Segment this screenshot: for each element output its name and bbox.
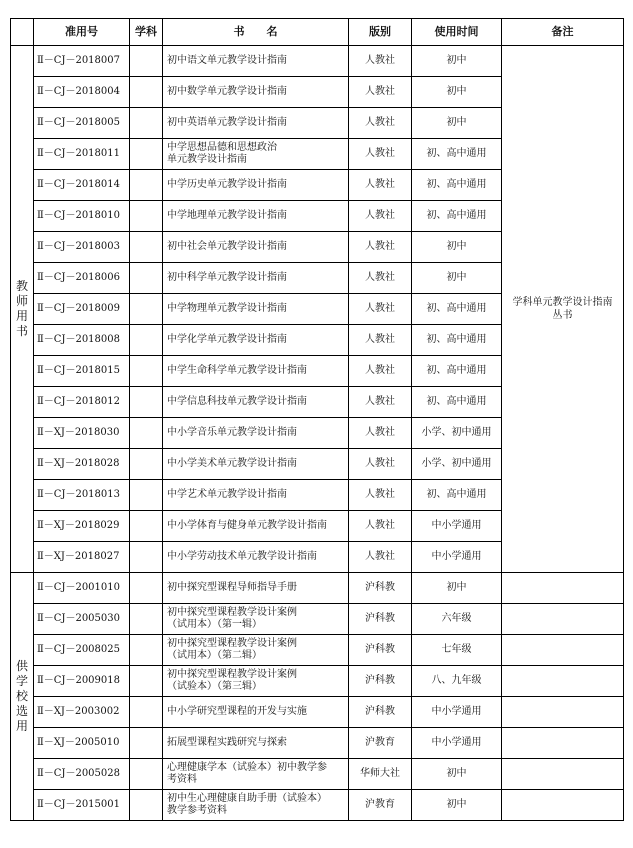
title-cell bbox=[163, 666, 349, 697]
publisher-cell: 人教社 bbox=[349, 449, 412, 480]
title-cell bbox=[163, 77, 349, 108]
table-row bbox=[11, 635, 624, 666]
publisher-cell: 人教社 bbox=[349, 46, 412, 77]
title-line: 中学化学单元教学设计指南 bbox=[167, 334, 287, 345]
subject-cell bbox=[130, 666, 163, 697]
title-line: 初中探究型课程教学设计案例 bbox=[167, 607, 297, 618]
publisher-cell: 人教社 bbox=[349, 511, 412, 542]
title-line: （试用本）（第二辑） bbox=[167, 650, 262, 661]
header-publisher: 版别 bbox=[349, 19, 412, 46]
table-row bbox=[11, 573, 624, 604]
subject-cell bbox=[130, 77, 163, 108]
code-cell: Ⅱ－XJ－2018029 bbox=[34, 511, 130, 542]
header-row bbox=[11, 19, 624, 46]
note-cell bbox=[502, 697, 624, 728]
usage-cell: 中小学通用 bbox=[412, 728, 502, 759]
title-cell bbox=[163, 418, 349, 449]
publisher-cell: 人教社 bbox=[349, 170, 412, 201]
subject-cell bbox=[130, 294, 163, 325]
title-line: 中学历史单元教学设计指南 bbox=[167, 179, 287, 190]
usage-cell: 初、高中通用 bbox=[412, 387, 502, 418]
subject-cell bbox=[130, 511, 163, 542]
code-cell: Ⅱ－CJ－2018005 bbox=[34, 108, 130, 139]
title-cell bbox=[163, 697, 349, 728]
usage-cell: 八、九年级 bbox=[412, 666, 502, 697]
title-cell bbox=[163, 356, 349, 387]
usage-cell: 中小学通用 bbox=[412, 697, 502, 728]
subject-cell bbox=[130, 790, 163, 821]
title-cell bbox=[163, 480, 349, 511]
title-line: 初中语文单元教学设计指南 bbox=[167, 55, 287, 66]
title-cell bbox=[163, 790, 349, 821]
header-category bbox=[11, 19, 34, 46]
subject-cell bbox=[130, 418, 163, 449]
title-cell bbox=[163, 263, 349, 294]
code-cell: Ⅱ－CJ－2018007 bbox=[34, 46, 130, 77]
note-cell bbox=[502, 759, 624, 790]
title-line: 初中探究型课程教学设计案例 bbox=[167, 638, 297, 649]
usage-cell: 初中 bbox=[412, 46, 502, 77]
subject-cell bbox=[130, 449, 163, 480]
usage-cell: 初中 bbox=[412, 263, 502, 294]
code-cell: Ⅱ－XJ－2018028 bbox=[34, 449, 130, 480]
title-cell bbox=[163, 759, 349, 790]
usage-cell: 初、高中通用 bbox=[412, 480, 502, 511]
code-cell: Ⅱ－CJ－2001010 bbox=[34, 573, 130, 604]
publisher-cell: 沪科教 bbox=[349, 697, 412, 728]
title-line: 中学生命科学单元教学设计指南 bbox=[167, 365, 307, 376]
usage-cell: 初中 bbox=[412, 77, 502, 108]
subject-cell bbox=[130, 759, 163, 790]
code-cell: Ⅱ－XJ－2005010 bbox=[34, 728, 130, 759]
usage-cell: 初中 bbox=[412, 790, 502, 821]
title-line: 中学艺术单元教学设计指南 bbox=[167, 489, 287, 500]
subject-cell bbox=[130, 387, 163, 418]
code-cell: Ⅱ－CJ－2018012 bbox=[34, 387, 130, 418]
title-line: 中学物理单元教学设计指南 bbox=[167, 303, 287, 314]
title-line: 中小学体育与健身单元教学设计指南 bbox=[167, 520, 327, 531]
publisher-cell: 人教社 bbox=[349, 139, 412, 170]
publisher-cell: 人教社 bbox=[349, 232, 412, 263]
usage-cell: 初、高中通用 bbox=[412, 170, 502, 201]
publisher-cell: 人教社 bbox=[349, 201, 412, 232]
subject-cell bbox=[130, 46, 163, 77]
title-line: 初中社会单元教学设计指南 bbox=[167, 241, 287, 252]
publisher-cell: 沪科教 bbox=[349, 573, 412, 604]
title-cell bbox=[163, 542, 349, 573]
publisher-cell: 人教社 bbox=[349, 77, 412, 108]
code-cell: Ⅱ－CJ－2008025 bbox=[34, 635, 130, 666]
publisher-cell: 人教社 bbox=[349, 294, 412, 325]
title-line: 初中生心理健康自助手册（试验本） bbox=[167, 793, 327, 804]
note-cell bbox=[502, 728, 624, 759]
publisher-cell: 人教社 bbox=[349, 387, 412, 418]
title-line: （试用本）（第一辑） bbox=[167, 619, 262, 630]
title-cell bbox=[163, 170, 349, 201]
subject-cell bbox=[130, 263, 163, 294]
subject-cell bbox=[130, 201, 163, 232]
publisher-cell: 沪教育 bbox=[349, 728, 412, 759]
title-line: 中学思想品德和思想政治 bbox=[167, 142, 277, 153]
usage-cell: 小学、初中通用 bbox=[412, 449, 502, 480]
header-subject: 学科 bbox=[130, 19, 163, 46]
table-row bbox=[11, 666, 624, 697]
table-row bbox=[11, 790, 624, 821]
code-cell: Ⅱ－CJ－2018006 bbox=[34, 263, 130, 294]
code-cell: Ⅱ－CJ－2018013 bbox=[34, 480, 130, 511]
publisher-cell: 人教社 bbox=[349, 418, 412, 449]
title-line: 中小学劳动技术单元教学设计指南 bbox=[167, 551, 317, 562]
usage-cell: 七年级 bbox=[412, 635, 502, 666]
subject-cell bbox=[130, 697, 163, 728]
title-line: 单元教学设计指南 bbox=[167, 154, 247, 165]
header-note: 备注 bbox=[502, 19, 624, 46]
title-line: 初中英语单元教学设计指南 bbox=[167, 117, 287, 128]
header-usage: 使用时间 bbox=[412, 19, 502, 46]
publisher-cell: 人教社 bbox=[349, 263, 412, 294]
title-cell bbox=[163, 108, 349, 139]
code-cell: Ⅱ－CJ－2005028 bbox=[34, 759, 130, 790]
publisher-cell: 沪科教 bbox=[349, 666, 412, 697]
code-cell: Ⅱ－XJ－2003002 bbox=[34, 697, 130, 728]
usage-cell: 中小学通用 bbox=[412, 542, 502, 573]
subject-cell bbox=[130, 170, 163, 201]
subject-cell bbox=[130, 139, 163, 170]
subject-cell bbox=[130, 728, 163, 759]
code-cell: Ⅱ－CJ－2018010 bbox=[34, 201, 130, 232]
subject-cell bbox=[130, 604, 163, 635]
title-cell bbox=[163, 232, 349, 263]
title-cell bbox=[163, 511, 349, 542]
usage-cell: 初、高中通用 bbox=[412, 356, 502, 387]
code-cell: Ⅱ－CJ－2005030 bbox=[34, 604, 130, 635]
header-code: 准用号 bbox=[34, 19, 130, 46]
usage-cell: 六年级 bbox=[412, 604, 502, 635]
title-line: 教学参考资料 bbox=[167, 805, 227, 816]
title-cell bbox=[163, 201, 349, 232]
title-cell bbox=[163, 728, 349, 759]
title-cell bbox=[163, 635, 349, 666]
title-line: 中学信息科技单元教学设计指南 bbox=[167, 396, 307, 407]
title-line: 考资料 bbox=[167, 774, 197, 785]
code-cell: Ⅱ－CJ－2018008 bbox=[34, 325, 130, 356]
note-cell bbox=[502, 573, 624, 604]
usage-cell: 初中 bbox=[412, 759, 502, 790]
title-line: 初中探究型课程导师指导手册 bbox=[167, 582, 297, 593]
code-cell: Ⅱ－CJ－2015001 bbox=[34, 790, 130, 821]
title-cell bbox=[163, 449, 349, 480]
subject-cell bbox=[130, 542, 163, 573]
publisher-cell: 人教社 bbox=[349, 356, 412, 387]
note-cell bbox=[502, 790, 624, 821]
table-row bbox=[11, 759, 624, 790]
textbook-table bbox=[10, 18, 624, 821]
code-cell: Ⅱ－CJ－2018004 bbox=[34, 77, 130, 108]
title-line: 中小学美术单元教学设计指南 bbox=[167, 458, 297, 469]
subject-cell bbox=[130, 573, 163, 604]
code-cell: Ⅱ－CJ－2018011 bbox=[34, 139, 130, 170]
note-cell bbox=[502, 666, 624, 697]
title-line: 中小学音乐单元教学设计指南 bbox=[167, 427, 297, 438]
title-line: 初中探究型课程教学设计案例 bbox=[167, 669, 297, 680]
usage-cell: 初中 bbox=[412, 573, 502, 604]
title-cell bbox=[163, 387, 349, 418]
usage-cell: 初、高中通用 bbox=[412, 294, 502, 325]
usage-cell: 小学、初中通用 bbox=[412, 418, 502, 449]
table-row bbox=[11, 46, 624, 77]
code-cell: Ⅱ－CJ－2018015 bbox=[34, 356, 130, 387]
category-cell: 供 学 校 选 用 bbox=[11, 573, 34, 821]
code-cell: Ⅱ－CJ－2018014 bbox=[34, 170, 130, 201]
publisher-cell: 沪教育 bbox=[349, 790, 412, 821]
publisher-cell: 沪科教 bbox=[349, 635, 412, 666]
table-row bbox=[11, 697, 624, 728]
title-cell bbox=[163, 139, 349, 170]
subject-cell bbox=[130, 232, 163, 263]
subject-cell bbox=[130, 356, 163, 387]
code-cell: Ⅱ－CJ－2009018 bbox=[34, 666, 130, 697]
note-cell bbox=[502, 635, 624, 666]
title-cell bbox=[163, 573, 349, 604]
usage-cell: 初中 bbox=[412, 232, 502, 263]
title-cell bbox=[163, 294, 349, 325]
table-row bbox=[11, 604, 624, 635]
title-line: （试验本）（第三辑） bbox=[167, 681, 262, 692]
publisher-cell: 人教社 bbox=[349, 108, 412, 139]
header-title: 书 名 bbox=[163, 19, 349, 46]
title-cell bbox=[163, 604, 349, 635]
code-cell: Ⅱ－XJ－2018030 bbox=[34, 418, 130, 449]
title-cell bbox=[163, 325, 349, 356]
code-cell: Ⅱ－XJ－2018027 bbox=[34, 542, 130, 573]
table-row bbox=[11, 728, 624, 759]
publisher-cell: 人教社 bbox=[349, 542, 412, 573]
title-line: 初中科学单元教学设计指南 bbox=[167, 272, 287, 283]
title-line: 初中数学单元教学设计指南 bbox=[167, 86, 287, 97]
subject-cell bbox=[130, 635, 163, 666]
publisher-cell: 沪科教 bbox=[349, 604, 412, 635]
table-body bbox=[11, 46, 624, 821]
title-line: 中小学研究型课程的开发与实施 bbox=[167, 706, 307, 717]
note-cell bbox=[502, 604, 624, 635]
usage-cell: 初、高中通用 bbox=[412, 139, 502, 170]
subject-cell bbox=[130, 480, 163, 511]
publisher-cell: 人教社 bbox=[349, 325, 412, 356]
code-cell: Ⅱ－CJ－2018009 bbox=[34, 294, 130, 325]
title-line: 中学地理单元教学设计指南 bbox=[167, 210, 287, 221]
subject-cell bbox=[130, 108, 163, 139]
note-cell: 学科单元教学设计指南丛书 bbox=[502, 46, 624, 573]
publisher-cell: 人教社 bbox=[349, 480, 412, 511]
usage-cell: 初中 bbox=[412, 108, 502, 139]
code-cell: Ⅱ－CJ－2018003 bbox=[34, 232, 130, 263]
title-cell bbox=[163, 46, 349, 77]
title-line: 拓展型课程实践研究与探索 bbox=[167, 737, 287, 748]
title-line: 心理健康学本（试验本）初中教学参 bbox=[167, 762, 327, 773]
publisher-cell: 华师大社 bbox=[349, 759, 412, 790]
usage-cell: 初、高中通用 bbox=[412, 325, 502, 356]
usage-cell: 初、高中通用 bbox=[412, 201, 502, 232]
usage-cell: 中小学通用 bbox=[412, 511, 502, 542]
subject-cell bbox=[130, 325, 163, 356]
category-cell: 教 师 用 书 bbox=[11, 46, 34, 573]
